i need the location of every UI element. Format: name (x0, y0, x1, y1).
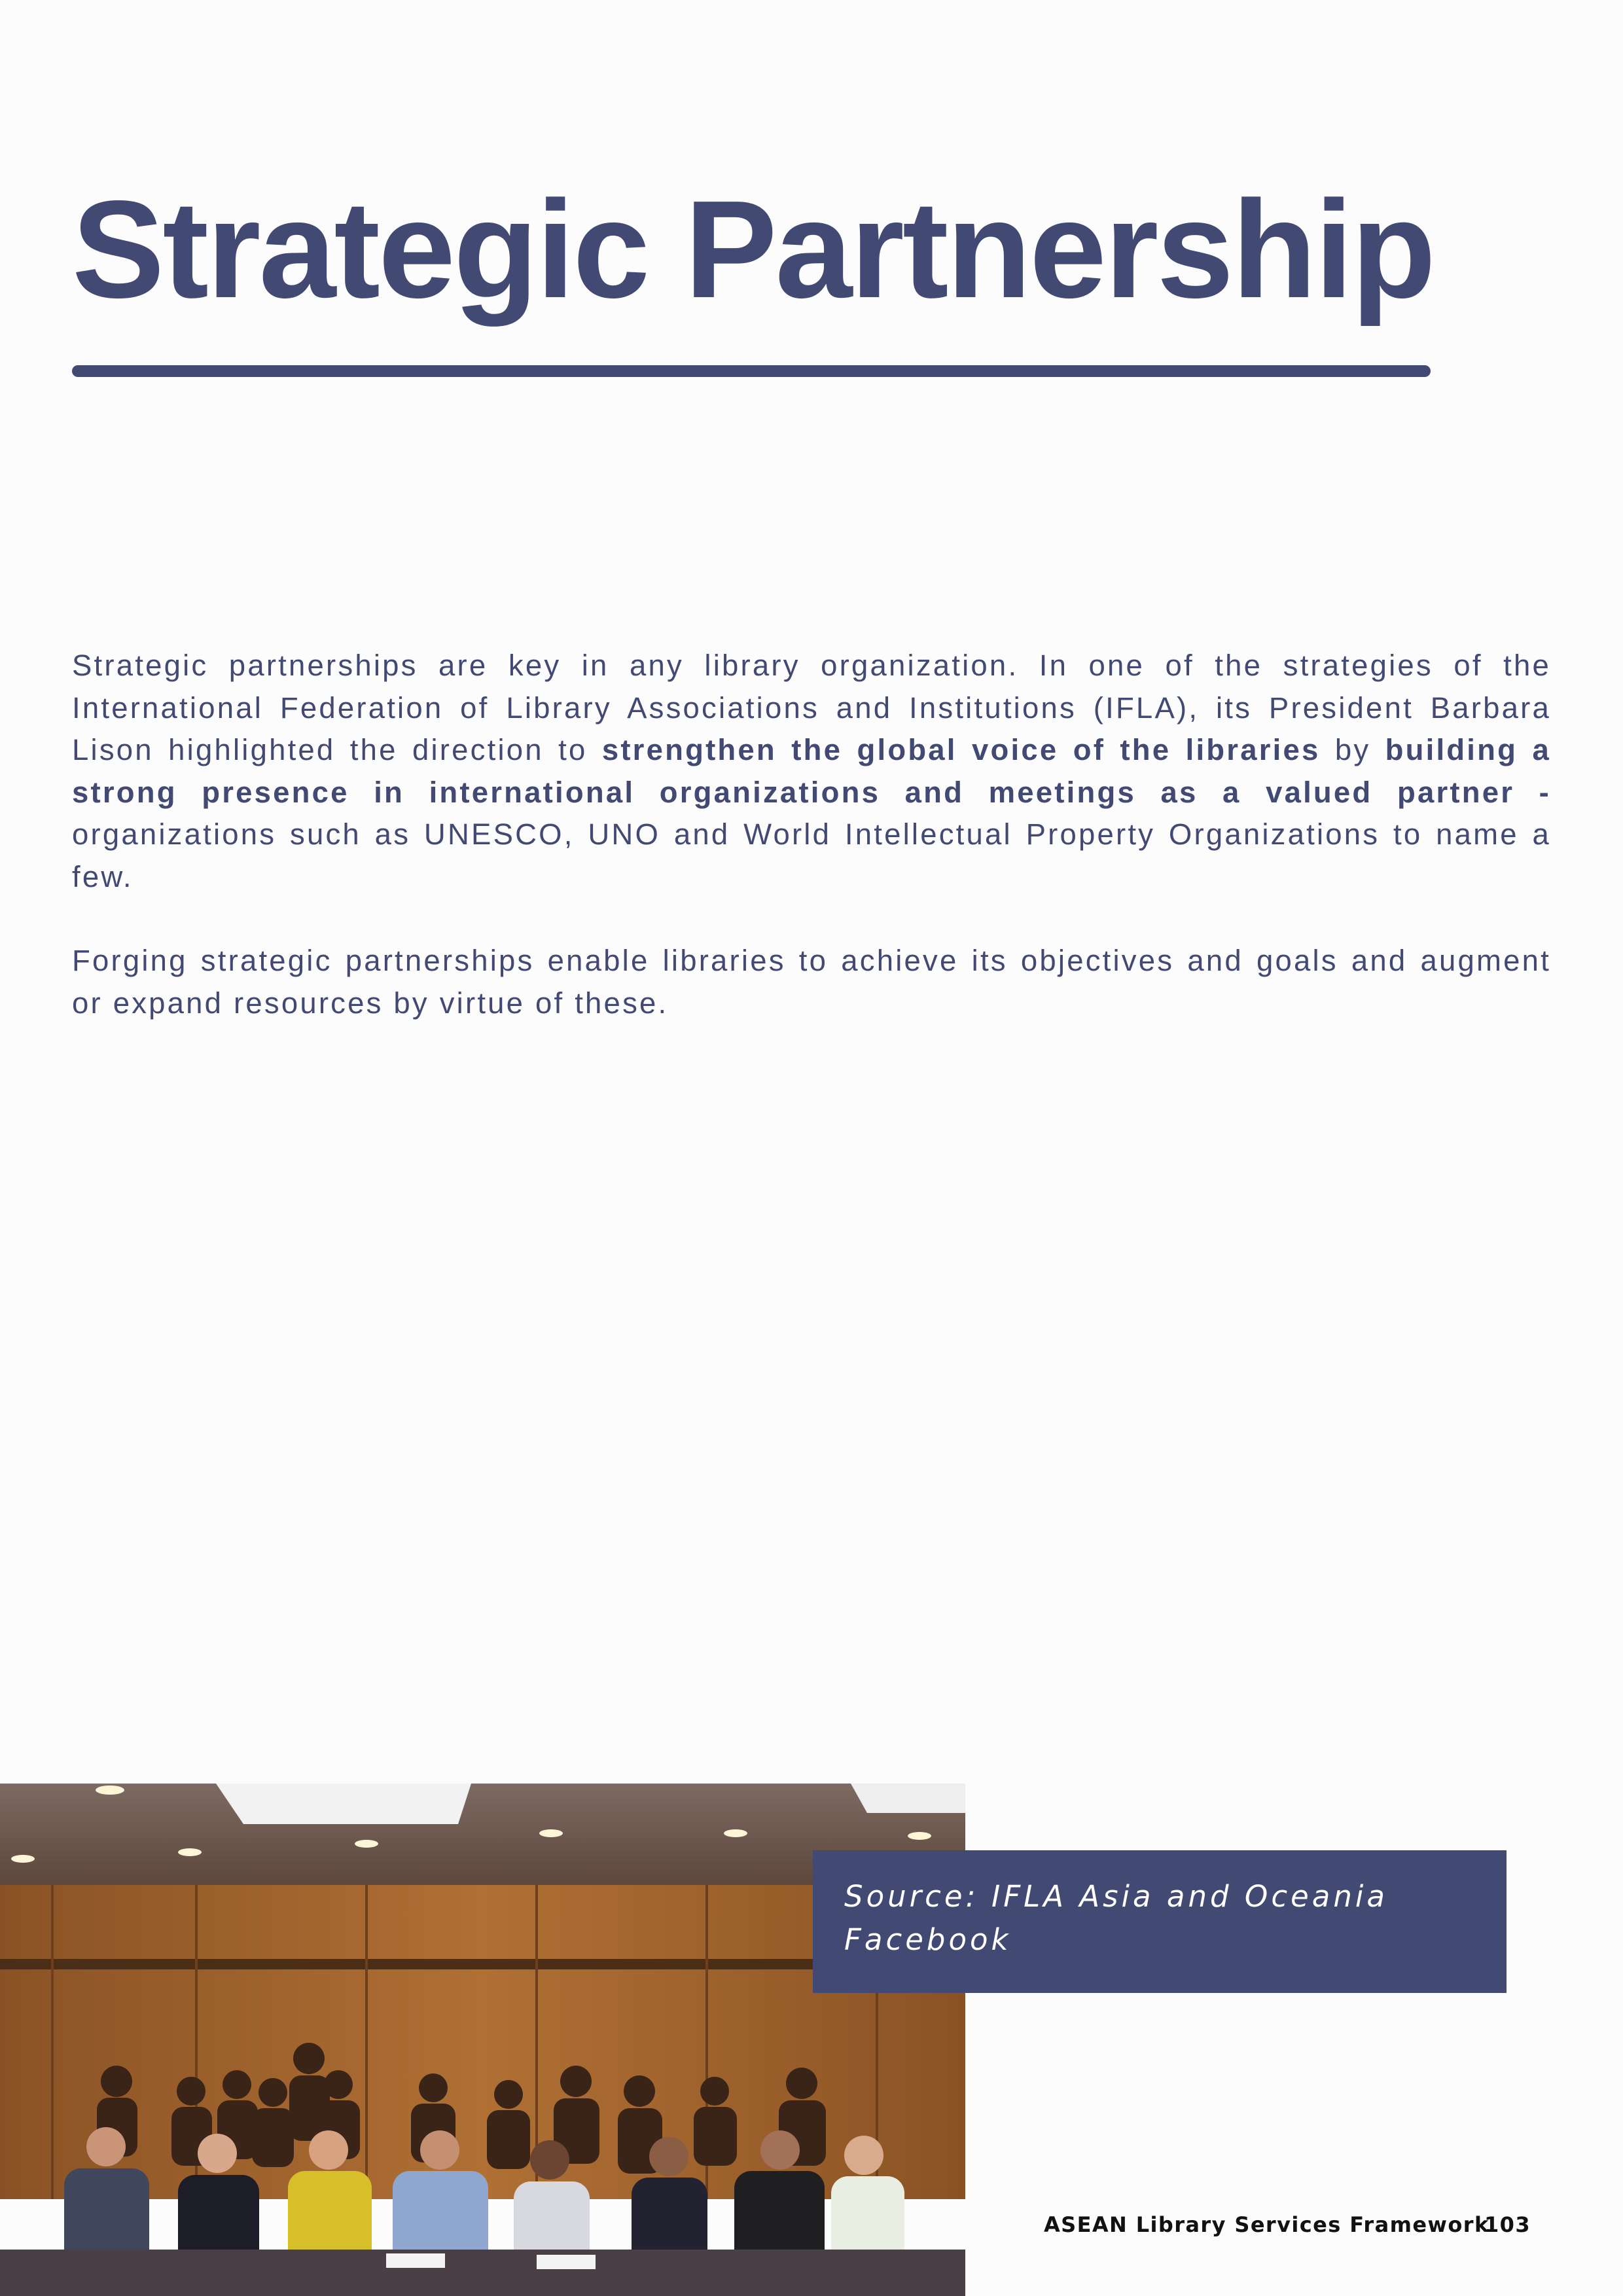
text-run: Forging strategic partnerships enable libraries to achieve its objectives and goals and augment or expand resources by virtue of these. (72, 944, 1551, 1020)
bold-text-run: strengthen the global voice of the libraries (601, 733, 1321, 766)
text-run: Strategic partnerships are key in any library organization. In one of the strategies of the International Federation of Library Associations and Institutions (IFLA), its President Barbara Lison highlighted the direction to (72, 649, 1551, 766)
page-title: Strategic Partnership (72, 171, 1435, 327)
photo-caption: Source: IFLA Asia and Oceania Facebook (844, 1879, 1388, 1957)
bold-text-run: building a strong presence in international organizations and meetings as a valued partner - (72, 733, 1551, 809)
body-text (72, 645, 1551, 1024)
text-run: by (1320, 733, 1385, 766)
text-run: organizations such as UNESCO, UNO and World Intellectual Property Organizations to name a few. (72, 817, 1551, 893)
photo-caption-box (813, 1850, 1507, 1993)
page-number: 103 (1484, 2212, 1531, 2237)
paragraph (72, 645, 1551, 898)
paragraph (72, 940, 1551, 1024)
title-underline (72, 365, 1431, 377)
footer-document-title: ASEAN Library Services Framework (1044, 2212, 1489, 2237)
